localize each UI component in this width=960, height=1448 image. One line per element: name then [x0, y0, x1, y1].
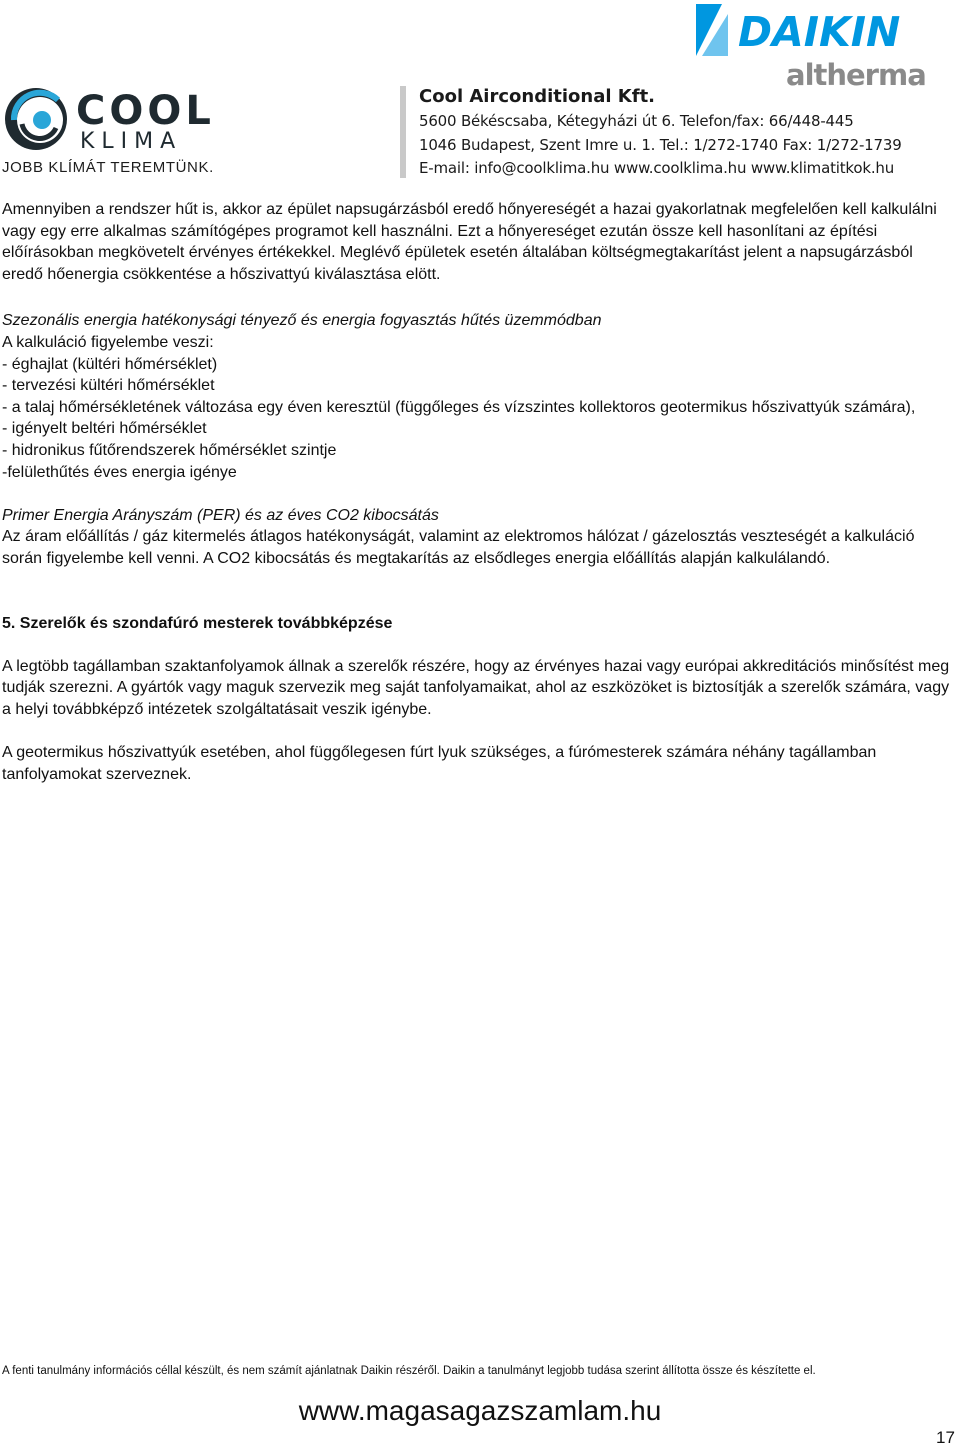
per-paragraph: Az áram előállítás / gáz kitermelés átlagos hatékonyságát, valamint az elektromos hálózat / gázelosztás veszteségét a kalkuláció során figyelembe kell venni. A CO2 kibocsátás és megtakarítás az elsődleges energia előállítás alapján kalkulálandó. — [2, 528, 915, 567]
contact-line: E-mail: info@coolklima.hu www.coolklima.hu www.klimatitkok.hu — [419, 159, 895, 177]
seasonal-efficiency-title: Szezonális energia hatékonysági tényező és energia fogyasztás hűtés üzemmódban — [2, 312, 602, 330]
spacer — [2, 483, 950, 505]
spacer — [2, 570, 950, 592]
document-body — [2, 199, 950, 785]
seasonal-intro: A kalkuláció figyelembe veszi: — [2, 333, 214, 351]
klima-logo-word: KLIMA — [80, 129, 183, 154]
list-item: - tervezési kültéri hőmérséklet — [2, 377, 215, 395]
section-5-paragraph-2: A geotermikus hőszivattyúk esetében, ahol függőlegesen fúrt lyuk szükséges, a fúrómesterek számára néhány tagállamban tanfolyamokat szerveznek. — [2, 744, 877, 783]
intro-paragraph: Amennyiben a rendszer hűt is, akkor az épület napsugárzásból eredő hőnyereségét a hazai gyakorlatnak megfelelően kell kalkulálni vagy egy erre alkalmas számítógépes programot kell használni. Ezt a hőnyereséget ezután össze kell hasonlítani az építési előírásokban megkövetelt érvényes értékekkel. Meglévő épületek esetén általában költségmegtakarítást jelent a napsugárzásból eredő hőenergia csökkentése a hőszivattyú kiválasztása elött. — [2, 201, 937, 283]
section-5-paragraph-1: A legtöbb tagállamban szaktanfolyamok állnak a szerelők részére, hogy az érvényes hazai vagy európai akkreditációs minősítést meg tudják szerezni. A gyártók vagy maguk szervezik meg saját tanfolyamaikat, ahol az eszközöket is biztosítják a szerelők számára, vagy a helyi továbbképző intézetek szolgáltatásait veszik igénybe. — [2, 657, 950, 719]
list-item: - igényelt beltéri hőmérséklet — [2, 420, 207, 438]
list-item: - éghajlat (kültéri hőmérséklet) — [2, 355, 218, 373]
altherma-logo: altherma — [786, 58, 926, 92]
list-item: - a talaj hőmérsékletének változása egy éven keresztül (függőleges és vízszintes kollektoros geotermikus hőszivattyúk számára), — [2, 398, 916, 416]
company-tagline: JOBB KLÍMÁT TEREMTÜNK. — [2, 159, 214, 176]
list-item: - hidronikus fűtőrendszerek hőmérséklet szintje — [2, 441, 337, 459]
spacer — [2, 634, 950, 656]
daikin-logo — [688, 0, 960, 60]
per-title: Primer Energia Arányszám (PER) és az éves CO2 kibocsátás — [2, 506, 439, 524]
section-5-heading: 5. Szerelők és szondafúró mesterek továbbképzése — [2, 614, 393, 632]
list-item: -felülethűtés éves energia igénye — [2, 463, 237, 481]
spacer — [2, 285, 950, 310]
header-divider — [400, 86, 406, 178]
daikin-logo-word: DAIKIN — [738, 8, 901, 56]
address-line-budapest: 1046 Budapest, Szent Imre u. 1. Tel.: 1/272-1740 Fax: 1/272-1739 — [419, 135, 902, 154]
address-line-bekescsaba: 5600 Békéscsaba, Kétegyházi út 6. Telefon/fax: 66/448-445 — [419, 112, 854, 130]
spacer — [2, 591, 950, 613]
spacer — [2, 721, 950, 743]
cool-logo-word: COOL — [76, 88, 215, 134]
company-name: Cool Airconditional Kft. — [419, 86, 656, 107]
page-number: 17 — [936, 1428, 955, 1447]
company-contact-block — [419, 84, 960, 181]
footer-disclaimer: A fenti tanulmány információs céllal készült, és nem számít ajánlatnak Daikin részéről. Daikin a tanulmányt legjobb tudása szerint állította össze és készítette el. — [2, 1365, 816, 1377]
page-header — [0, 0, 960, 190]
footer-url: www.magasagazszamlam.hu — [298, 1395, 662, 1426]
